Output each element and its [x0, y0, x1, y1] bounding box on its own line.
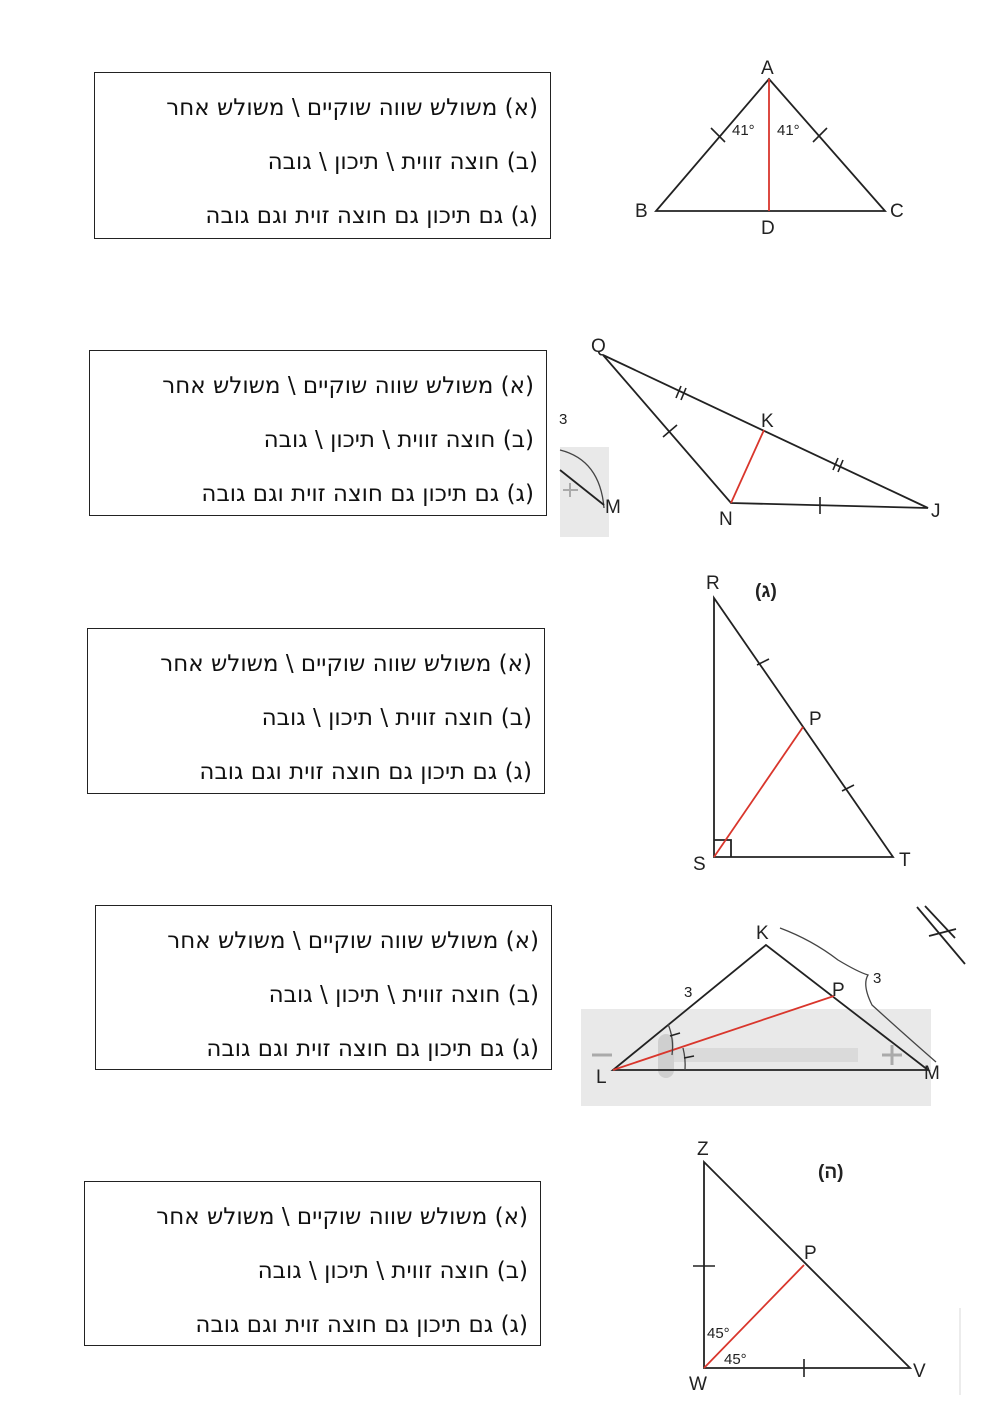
vertex-k: K	[756, 923, 769, 944]
vertex-z: Z	[697, 1139, 709, 1160]
option-c[interactable]: (ג) גם תיכון גם חוצה זוית וגם גובה	[195, 1312, 528, 1338]
vertex-b: B	[635, 201, 648, 222]
option-b[interactable]: (ב) חוצה זווית \ תיכון \ גובה	[267, 149, 538, 175]
vertex-r: R	[706, 573, 720, 594]
vertex-w: W	[689, 1374, 707, 1395]
vertex-c: C	[890, 201, 904, 222]
option-a[interactable]: (א) משולש שווה שוקיים \ משולש אחר	[166, 95, 538, 121]
option-c[interactable]: (ג) גם תיכון גם חוצה זוית וגם גובה	[201, 481, 534, 507]
vertex-p: P	[832, 980, 845, 1001]
vertex-d: D	[761, 218, 775, 239]
segment-wp	[704, 1265, 804, 1368]
figure-tag: (ג)	[755, 581, 777, 602]
vertex-k: K	[761, 411, 774, 432]
overlay-vertex-m: M	[605, 497, 621, 518]
option-a[interactable]: (א) משולש שווה שוקיים \ משולש אחר	[156, 1204, 528, 1230]
length-label: 3	[873, 970, 882, 987]
vertex-a: A	[761, 58, 774, 79]
option-b[interactable]: (ב) חוצה זווית \ תיכון \ גובה	[268, 982, 539, 1008]
option-a[interactable]: (א) משולש שווה שוקיים \ משולש אחר	[167, 928, 539, 954]
vertex-p: P	[804, 1243, 817, 1264]
vertex-t: T	[899, 850, 911, 871]
figure-tag: (ה)	[818, 1162, 844, 1183]
vertex-m: M	[924, 1063, 940, 1084]
vertex-p: P	[809, 709, 822, 730]
option-c[interactable]: (ג) גם תיכון גם חוצה זוית וגם גובה	[206, 1036, 539, 1062]
option-b[interactable]: (ב) חוצה זווית \ תיכון \ גובה	[257, 1258, 528, 1284]
option-b[interactable]: (ב) חוצה זווית \ תיכון \ גובה	[261, 705, 532, 731]
option-a[interactable]: (א) משולש שווה שוקיים \ משולש אחר	[160, 651, 532, 677]
length-label: 3	[684, 984, 693, 1001]
angle-label: 45°	[707, 1325, 730, 1342]
option-b[interactable]: (ב) חוצה זווית \ תיכון \ גובה	[263, 427, 534, 453]
option-a[interactable]: (א) משולש שווה שוקיים \ משולש אחר	[162, 373, 534, 399]
angle-label: 41°	[732, 122, 755, 139]
overlay-number: 3	[559, 411, 568, 428]
vertex-n: N	[719, 509, 733, 530]
vertex-q: Q	[591, 336, 606, 357]
option-c[interactable]: (ג) גם תיכון גם חוצה זוית וגם גובה	[205, 203, 538, 229]
vertex-j: J	[931, 501, 941, 522]
option-c[interactable]: (ג) גם תיכון גם חוצה זוית וגם גובה	[199, 759, 532, 785]
angle-label: 45°	[724, 1351, 747, 1368]
vertex-v: V	[913, 1361, 926, 1382]
vertex-s: S	[693, 854, 706, 875]
vertex-l: L	[596, 1067, 607, 1088]
angle-label: 41°	[777, 122, 800, 139]
